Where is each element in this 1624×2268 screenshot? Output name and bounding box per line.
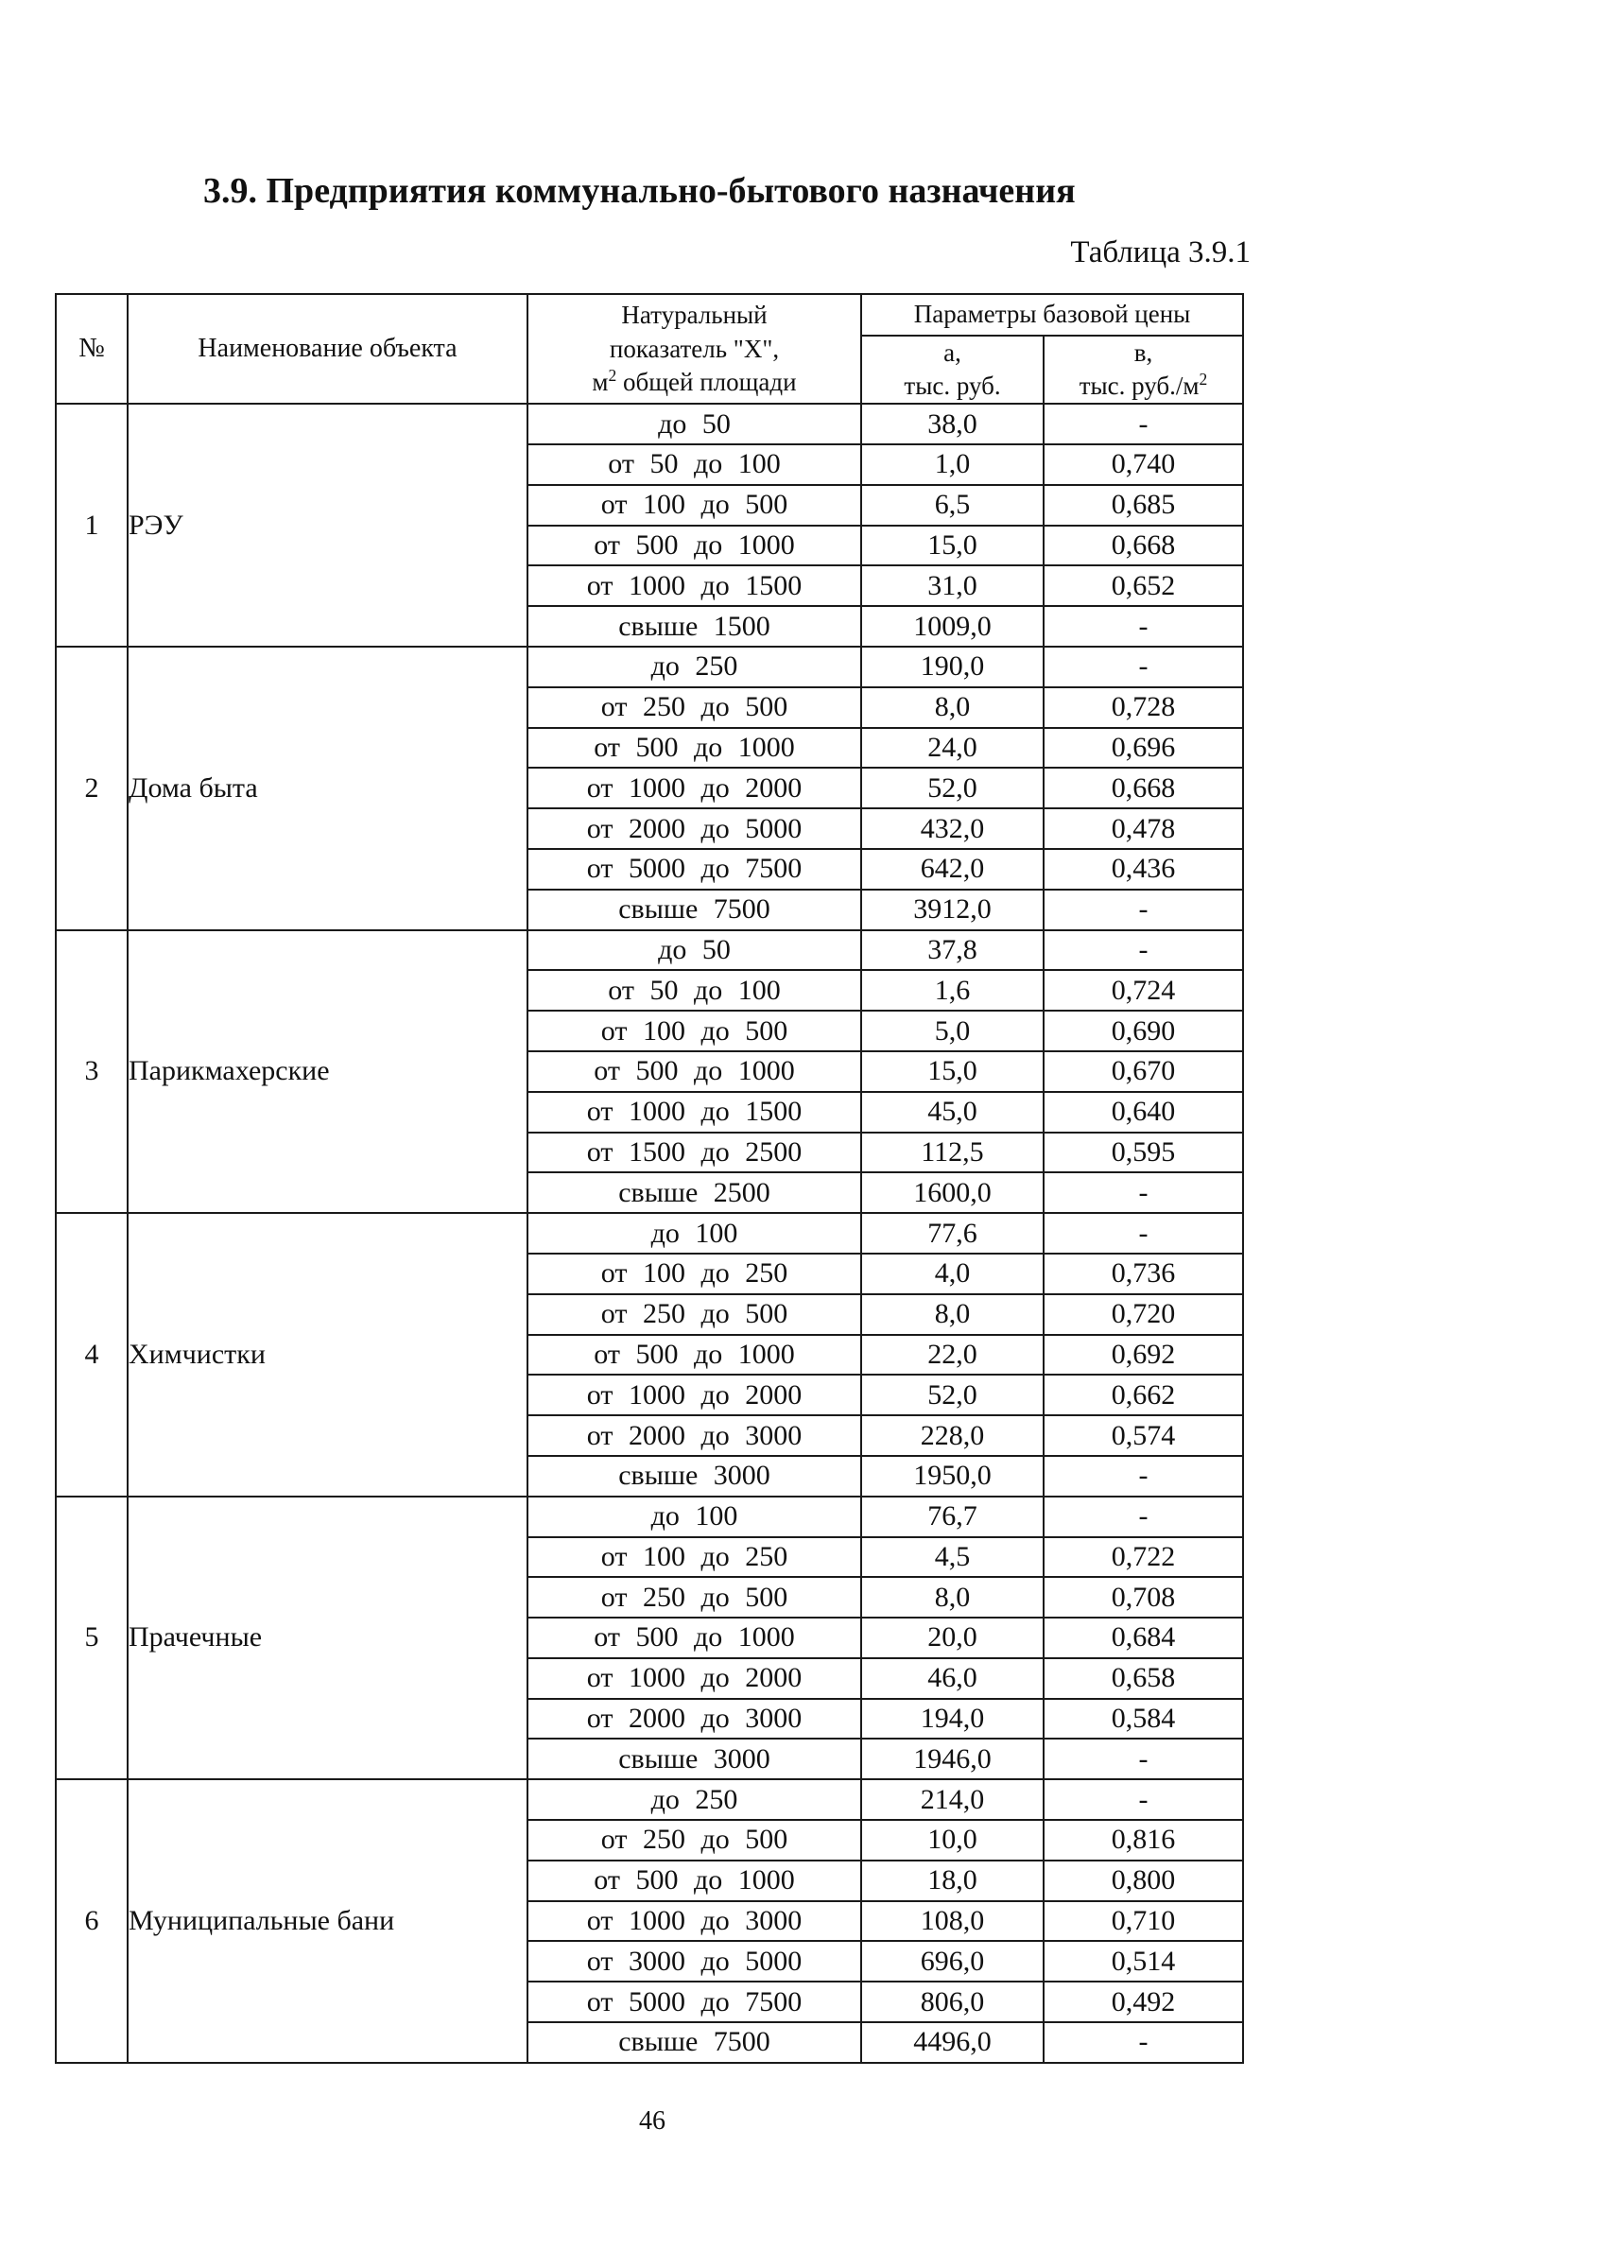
table-row — [56, 930, 1243, 971]
param-a-cell: 8,0 — [861, 1294, 1044, 1335]
a-header-line-2: тыс. руб. — [904, 372, 1001, 401]
indicator-range-cell: от 250 до 500 — [527, 1820, 861, 1861]
param-b-cell: - — [1044, 890, 1243, 930]
indicator-range-cell: свыше 2500 — [527, 1172, 861, 1213]
object-number-cell: 3 — [56, 930, 128, 1214]
param-a-cell: 52,0 — [861, 768, 1044, 808]
param-a-cell: 15,0 — [861, 1051, 1044, 1092]
param-b-cell: - — [1044, 1497, 1243, 1537]
param-a-cell: 77,6 — [861, 1213, 1044, 1254]
param-b-cell: 0,736 — [1044, 1254, 1243, 1294]
indicator-range-cell: свыше 7500 — [527, 2022, 861, 2063]
indicator-range-cell: до 250 — [527, 1779, 861, 1820]
param-a-cell: 1009,0 — [861, 606, 1044, 647]
param-b-cell: - — [1044, 647, 1243, 687]
param-b-cell: - — [1044, 1172, 1243, 1213]
param-b-cell: - — [1044, 1456, 1243, 1497]
indicator-range-cell: от 1000 до 2000 — [527, 1375, 861, 1415]
b-header-line-1: в, — [1133, 338, 1153, 367]
param-a-cell: 8,0 — [861, 1577, 1044, 1618]
param-b-cell: 0,640 — [1044, 1092, 1243, 1133]
param-b-cell: - — [1044, 1779, 1243, 1820]
object-name-cell: Муниципальные бани — [128, 1779, 527, 2063]
param-b-cell: 0,685 — [1044, 485, 1243, 526]
table-header — [56, 294, 1243, 404]
param-b-cell: - — [1044, 930, 1243, 971]
indicator-range-cell: от 500 до 1000 — [527, 1335, 861, 1376]
page-title: 3.9. Предприятия коммунально-бытового назначения — [203, 171, 1076, 211]
indicator-range-cell: до 250 — [527, 647, 861, 687]
param-b-cell: 0,652 — [1044, 565, 1243, 606]
indicator-range-cell: от 100 до 250 — [527, 1254, 861, 1294]
param-a-cell: 22,0 — [861, 1335, 1044, 1376]
param-b-cell: - — [1044, 1213, 1243, 1254]
param-a-cell: 108,0 — [861, 1901, 1044, 1942]
indicator-range-cell: от 100 до 500 — [527, 485, 861, 526]
param-a-cell: 5,0 — [861, 1011, 1044, 1051]
param-b-cell: 0,724 — [1044, 970, 1243, 1011]
param-b-cell: 0,436 — [1044, 849, 1243, 890]
table-label: Таблица 3.9.1 — [1070, 235, 1251, 269]
param-a-cell: 194,0 — [861, 1699, 1044, 1740]
indicator-range-cell: до 50 — [527, 930, 861, 971]
param-a-cell: 4,5 — [861, 1537, 1044, 1578]
param-a-cell: 1950,0 — [861, 1456, 1044, 1497]
indicator-range-cell: от 1000 до 2000 — [527, 768, 861, 808]
param-a-cell: 46,0 — [861, 1658, 1044, 1699]
indicator-range-cell: от 2000 до 3000 — [527, 1415, 861, 1456]
param-a-cell: 45,0 — [861, 1092, 1044, 1133]
param-b-cell: - — [1044, 1739, 1243, 1779]
param-a-cell: 3912,0 — [861, 890, 1044, 930]
param-b-cell: 0,492 — [1044, 1982, 1243, 2022]
indicator-range-cell: от 100 до 250 — [527, 1537, 861, 1578]
param-a-cell: 52,0 — [861, 1375, 1044, 1415]
object-number-cell: 1 — [56, 404, 128, 647]
column-header-indicator — [527, 294, 861, 404]
indicator-range-cell: от 100 до 500 — [527, 1011, 861, 1051]
param-b-cell: 0,514 — [1044, 1941, 1243, 1982]
indicator-range-cell: свыше 1500 — [527, 606, 861, 647]
param-b-cell: - — [1044, 404, 1243, 444]
param-b-cell: - — [1044, 2022, 1243, 2063]
param-a-cell: 214,0 — [861, 1779, 1044, 1820]
column-header-a — [861, 336, 1044, 404]
indicator-unit-exponent: 2 — [608, 365, 617, 385]
param-a-cell: 696,0 — [861, 1941, 1044, 1982]
param-b-cell: 0,574 — [1044, 1415, 1243, 1456]
param-b-cell: 0,740 — [1044, 444, 1243, 485]
indicator-range-cell: от 1000 до 1500 — [527, 565, 861, 606]
param-b-cell: 0,696 — [1044, 728, 1243, 769]
indicator-unit: м — [592, 367, 609, 396]
page-number: 46 — [639, 2106, 665, 2136]
b-unit: тыс. руб./м — [1079, 372, 1200, 401]
table-row — [56, 647, 1243, 687]
indicator-range-cell: до 50 — [527, 404, 861, 444]
param-b-cell: 0,668 — [1044, 768, 1243, 808]
indicator-range-cell: от 1000 до 1500 — [527, 1092, 861, 1133]
param-a-cell: 20,0 — [861, 1618, 1044, 1658]
param-b-cell: 0,595 — [1044, 1133, 1243, 1173]
indicator-range-cell: от 500 до 1000 — [527, 1618, 861, 1658]
table-row — [56, 1497, 1243, 1537]
indicator-range-cell: от 5000 до 7500 — [527, 1982, 861, 2022]
indicator-range-cell: от 3000 до 5000 — [527, 1941, 861, 1982]
object-number-cell: 4 — [56, 1213, 128, 1497]
indicator-range-cell: свыше 3000 — [527, 1739, 861, 1779]
object-name-cell: Дома быта — [128, 647, 527, 930]
param-b-cell: 0,728 — [1044, 687, 1243, 728]
table-row — [56, 1779, 1243, 1820]
indicator-range-cell: от 500 до 1000 — [527, 1861, 861, 1901]
param-a-cell: 37,8 — [861, 930, 1044, 971]
param-a-cell: 1,6 — [861, 970, 1044, 1011]
param-a-cell: 6,5 — [861, 485, 1044, 526]
param-a-cell: 24,0 — [861, 728, 1044, 769]
indicator-range-cell: от 50 до 100 — [527, 970, 861, 1011]
param-b-cell: 0,692 — [1044, 1335, 1243, 1376]
param-a-cell: 1946,0 — [861, 1739, 1044, 1779]
param-a-cell: 38,0 — [861, 404, 1044, 444]
column-header-number: № — [56, 294, 128, 404]
param-b-cell: 0,720 — [1044, 1294, 1243, 1335]
param-b-cell: 0,662 — [1044, 1375, 1243, 1415]
object-name-cell: РЭУ — [128, 404, 527, 647]
object-name-cell: Химчистки — [128, 1213, 527, 1497]
param-b-cell: 0,722 — [1044, 1537, 1243, 1578]
indicator-range-cell: от 2000 до 5000 — [527, 808, 861, 849]
indicator-range-cell: от 50 до 100 — [527, 444, 861, 485]
param-b-cell: 0,668 — [1044, 526, 1243, 566]
param-b-cell: 0,690 — [1044, 1011, 1243, 1051]
base-price-table — [55, 293, 1244, 2064]
a-header-line-1: а, — [943, 338, 961, 367]
table-body — [56, 404, 1243, 2063]
indicator-range-cell: свыше 3000 — [527, 1456, 861, 1497]
indicator-range-cell: от 500 до 1000 — [527, 1051, 861, 1092]
indicator-range-cell: от 500 до 1000 — [527, 728, 861, 769]
column-header-b — [1044, 336, 1243, 404]
object-name-cell: Прачечные — [128, 1497, 527, 1780]
param-a-cell: 190,0 — [861, 647, 1044, 687]
param-a-cell: 31,0 — [861, 565, 1044, 606]
param-a-cell: 1600,0 — [861, 1172, 1044, 1213]
param-a-cell: 15,0 — [861, 526, 1044, 566]
object-number-cell: 2 — [56, 647, 128, 930]
indicator-range-cell: от 2000 до 3000 — [527, 1699, 861, 1740]
b-unit-exponent: 2 — [1199, 370, 1208, 390]
b-header-line-2 — [1045, 370, 1242, 403]
param-b-cell: 0,478 — [1044, 808, 1243, 849]
indicator-range-cell: свыше 7500 — [527, 890, 861, 930]
param-b-cell: 0,816 — [1044, 1820, 1243, 1861]
indicator-header-line-2: показатель "X", — [609, 334, 780, 363]
indicator-range-cell: от 500 до 1000 — [527, 526, 861, 566]
indicator-range-cell: от 5000 до 7500 — [527, 849, 861, 890]
param-b-cell: 0,710 — [1044, 1901, 1243, 1942]
param-a-cell: 642,0 — [861, 849, 1044, 890]
indicator-unit-rest: общей площади — [616, 367, 797, 396]
indicator-range-cell: от 1500 до 2500 — [527, 1133, 861, 1173]
param-b-cell: 0,670 — [1044, 1051, 1243, 1092]
indicator-header-line-1: Натуральный — [621, 301, 768, 330]
object-number-cell: 5 — [56, 1497, 128, 1780]
indicator-range-cell: до 100 — [527, 1213, 861, 1254]
param-b-cell: 0,584 — [1044, 1699, 1243, 1740]
param-a-cell: 806,0 — [861, 1982, 1044, 2022]
object-name-cell: Парикмахерские — [128, 930, 527, 1214]
indicator-range-cell: от 250 до 500 — [527, 687, 861, 728]
param-a-cell: 4496,0 — [861, 2022, 1044, 2063]
table-row — [56, 1213, 1243, 1254]
indicator-header-line-3 — [528, 366, 860, 399]
param-a-cell: 10,0 — [861, 1820, 1044, 1861]
param-b-cell: 0,684 — [1044, 1618, 1243, 1658]
param-a-cell: 228,0 — [861, 1415, 1044, 1456]
param-b-cell: - — [1044, 606, 1243, 647]
param-b-cell: 0,800 — [1044, 1861, 1243, 1901]
param-a-cell: 76,7 — [861, 1497, 1044, 1537]
param-b-cell: 0,708 — [1044, 1577, 1243, 1618]
param-a-cell: 432,0 — [861, 808, 1044, 849]
param-a-cell: 1,0 — [861, 444, 1044, 485]
param-a-cell: 4,0 — [861, 1254, 1044, 1294]
table-row — [56, 404, 1243, 444]
param-a-cell: 18,0 — [861, 1861, 1044, 1901]
param-a-cell: 8,0 — [861, 687, 1044, 728]
indicator-range-cell: от 250 до 500 — [527, 1294, 861, 1335]
indicator-range-cell: от 250 до 500 — [527, 1577, 861, 1618]
column-header-params: Параметры базовой цены — [861, 294, 1243, 336]
object-number-cell: 6 — [56, 1779, 128, 2063]
indicator-range-cell: от 1000 до 3000 — [527, 1901, 861, 1942]
param-b-cell: 0,658 — [1044, 1658, 1243, 1699]
column-header-name: Наименование объекта — [128, 294, 527, 404]
param-a-cell: 112,5 — [861, 1133, 1044, 1173]
indicator-range-cell: от 1000 до 2000 — [527, 1658, 861, 1699]
indicator-range-cell: до 100 — [527, 1497, 861, 1537]
